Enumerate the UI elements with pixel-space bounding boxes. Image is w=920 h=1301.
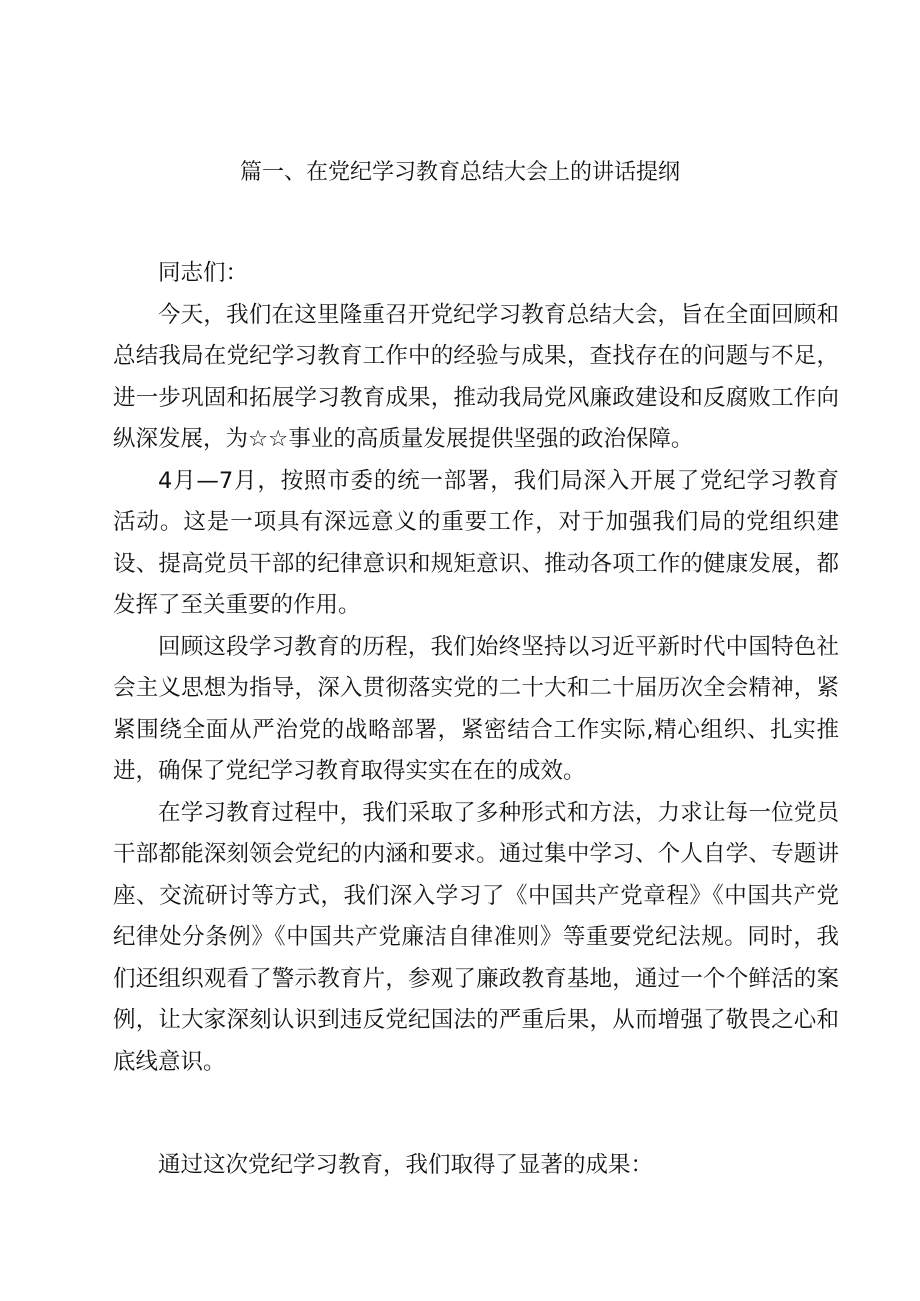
paragraph: 回顾这段学习教育的历程，我们始终坚持以习近平新时代中国特色社会主义思想为指导，深入贯彻落实党的二十大和二十届历次全会精神，紧紧围绕全面从严治党的战略部署，紧密结合工作实际,精心组织、扎实推进，确保了党纪学习教育取得实实在在的成效。 xyxy=(113,633,839,784)
closing-paragraph: 通过这次党纪学习教育，我们取得了显著的成果： xyxy=(158,1152,654,1178)
document-body xyxy=(113,253,839,1083)
salutation: 同志们： xyxy=(158,260,249,286)
paragraph: 在学习教育过程中，我们采取了多种形式和方法，力求让每一位党员干部都能深刻领会党纪的内涵和要求。通过集中学习、个人自学、专题讲座、交流研讨等方式，我们深入学习了《中国共产党章程》《中国共产党纪律处分条例》《中国共产党廉洁自律准则》等重要党纪法规。同时，我们还组织观看了警示教育片，参观了廉政教育基地，通过一个个鲜活的案例，让大家深刻认识到违反党纪国法的严重后果，从而增强了敬畏之心和底线意识。 xyxy=(113,799,839,1075)
paragraph: 4月—7月，按照市委的统一部署，我们局深入开展了党纪学习教育活动。这是一项具有深远意义的重要工作，对于加强我们局的党组织建设、提高党员干部的纪律意识和规矩意识、推动各项工作的健康发展，都发挥了至关重要的作用。 xyxy=(113,467,839,618)
paragraph: 今天，我们在这里隆重召开党纪学习教育总结大会，旨在全面回顾和总结我局在党纪学习教育工作中的经验与成果，查找存在的问题与不足，进一步巩固和拓展学习教育成果，推动我局党风廉政建设和反腐败工作向纵深发展，为☆☆事业的高质量发展提供坚强的政治保障。 xyxy=(113,301,839,452)
page-title: 篇一、在党纪学习教育总结大会上的讲话提纲 xyxy=(239,160,680,185)
